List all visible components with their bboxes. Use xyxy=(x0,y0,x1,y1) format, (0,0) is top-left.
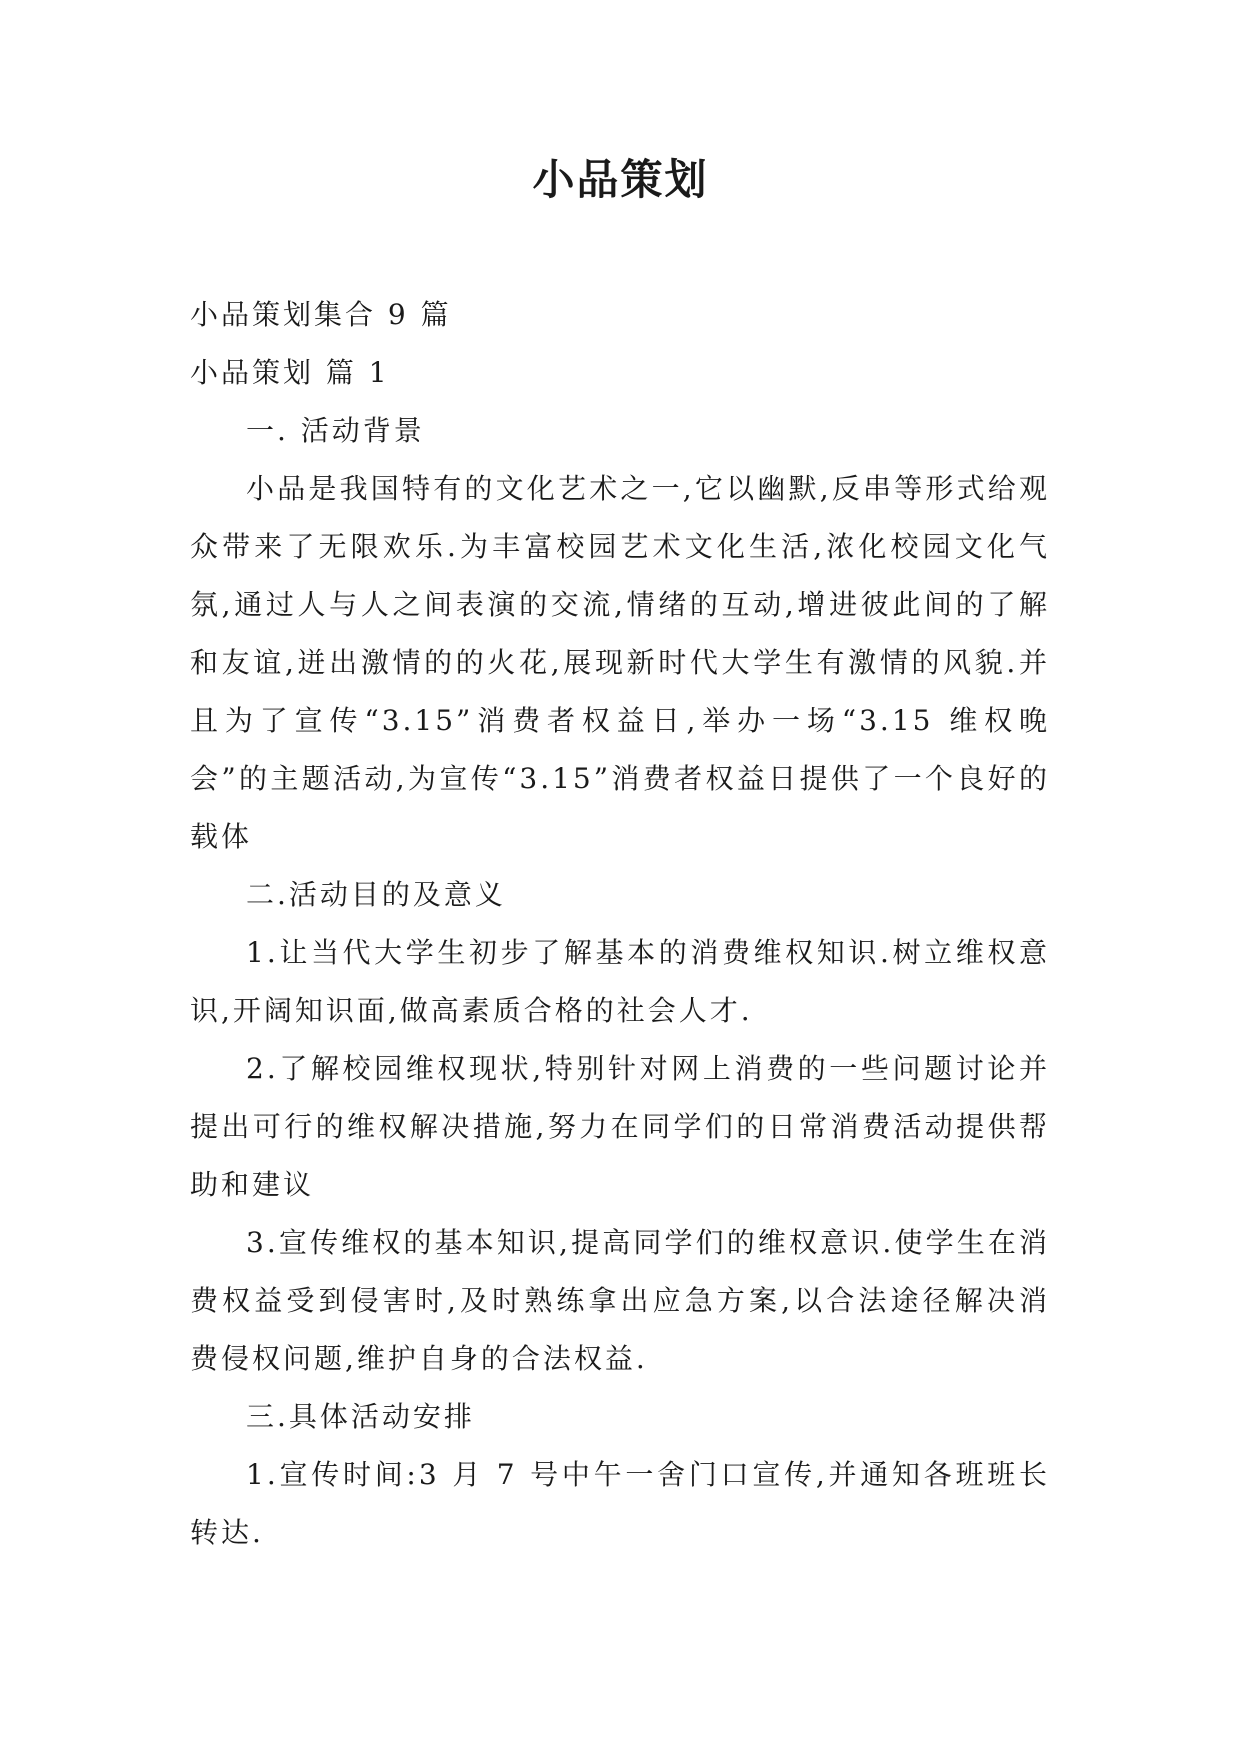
purpose-item-3: 3.宣传维权的基本知识,提高同学们的维权意识.使学生在消费权益受到侵害时,及时熟练拿出应急方案,以合法途径解决消费侵权问题,维护自身的合法权益. xyxy=(190,1226,1050,1375)
background-paragraph: 小品是我国特有的文化艺术之一,它以幽默,反串等形式给观众带来了无限欢乐.为丰富校园艺术文化生活,浓化校园文化气氛,通过人与人之间表演的交流,情绪的互动,增进彼此间的了解和友谊,迸出激情的的火花,展现新时代大学生有激情的风貌.并且为了宣传“3.15”消费者权益日,举办一场“3.15 维权晚会”的主题活动,为宣传“3.15”消费者权益日提供了一个良好的载体 xyxy=(190,472,1050,853)
document-body xyxy=(190,286,1050,1562)
document-title: 小品策划 xyxy=(532,155,709,204)
collection-heading: 小品策划集合 9 篇 xyxy=(190,298,452,331)
section-heading-purpose: 二.活动目的及意义 xyxy=(246,878,506,911)
purpose-item-2: 2.了解校园维权现状,特别针对网上消费的一些问题讨论并提出可行的维权解决措施,努力在同学们的日常消费活动提供帮助和建议 xyxy=(190,1052,1050,1201)
arrangement-item-1: 1.宣传时间:3 月 7 号中午一舍门口宣传,并通知各班班长转达. xyxy=(190,1458,1050,1549)
article-heading: 小品策划 篇 1 xyxy=(190,356,390,389)
section-heading-arrangement: 三.具体活动安排 xyxy=(246,1400,475,1433)
purpose-item-1: 1.让当代大学生初步了解基本的消费维权知识.树立维权意识,开阔知识面,做高素质合格的社会人才. xyxy=(190,936,1050,1027)
section-heading-background: 一. 活动背景 xyxy=(246,414,425,447)
